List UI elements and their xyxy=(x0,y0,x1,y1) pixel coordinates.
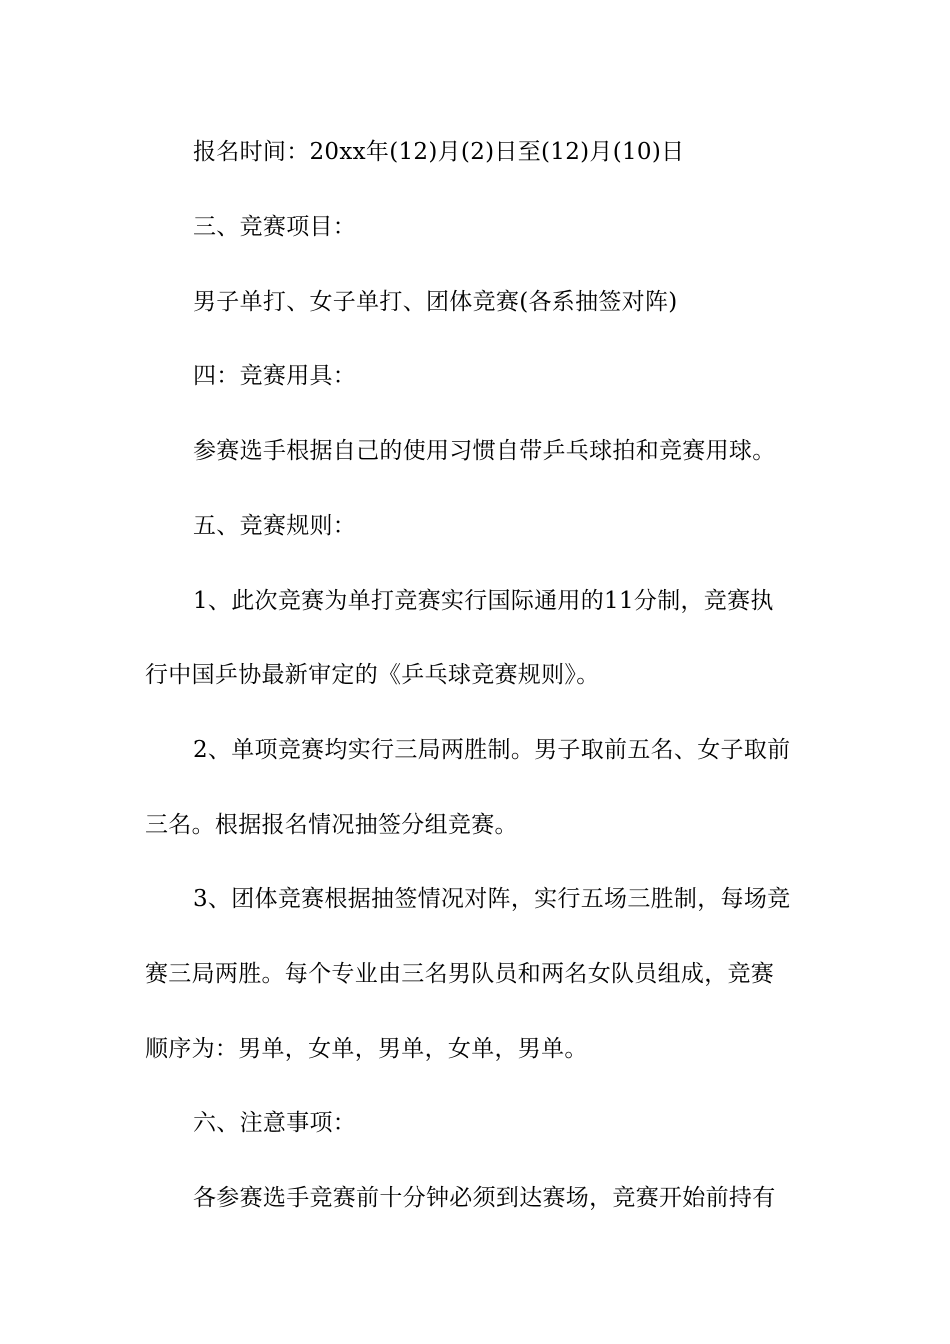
rule-2-line-2: 三名。根据报名情况抽签分组竞赛。 xyxy=(145,812,518,838)
rule-3-line-2: 赛三局两胜。每个专业由三名男队员和两名女队员组成，竞赛 xyxy=(145,961,775,987)
rule-2-line-1: 2、单项竞赛均实行三局两胜制。男子取前五名、女子取前 xyxy=(193,737,791,763)
registration-time-line: 报名时间：20xx年(12)月(2)日至(12)月(10)日 xyxy=(193,139,685,165)
equipment-line: 参赛选手根据自己的使用习惯自带乒乓球拍和竞赛用球。 xyxy=(193,438,776,464)
section-heading-events: 三、竞赛项目： xyxy=(193,214,357,240)
rule-3-line-1: 3、团体竞赛根据抽签情况对阵，实行五场三胜制，每场竞 xyxy=(193,886,791,912)
rule-1-line-2: 行中国乒协最新审定的《乒乓球竞赛规则》。 xyxy=(145,662,600,688)
section-heading-notes: 六、注意事项： xyxy=(193,1110,357,1136)
notes-line-1: 各参赛选手竞赛前十分钟必须到达赛场，竞赛开始前持有 xyxy=(193,1185,776,1211)
rule-1-line-1: 1、此次竞赛为单打竞赛实行国际通用的11分制，竞赛执 xyxy=(193,588,774,614)
rule-3-line-3: 顺序为：男单，女单，男单，女单，男单。 xyxy=(145,1036,588,1062)
section-heading-equipment: 四：竞赛用具： xyxy=(193,363,357,389)
section-heading-rules: 五、竞赛规则： xyxy=(193,513,357,539)
events-list-line: 男子单打、女子单打、团体竞赛(各系抽签对阵) xyxy=(193,289,678,315)
